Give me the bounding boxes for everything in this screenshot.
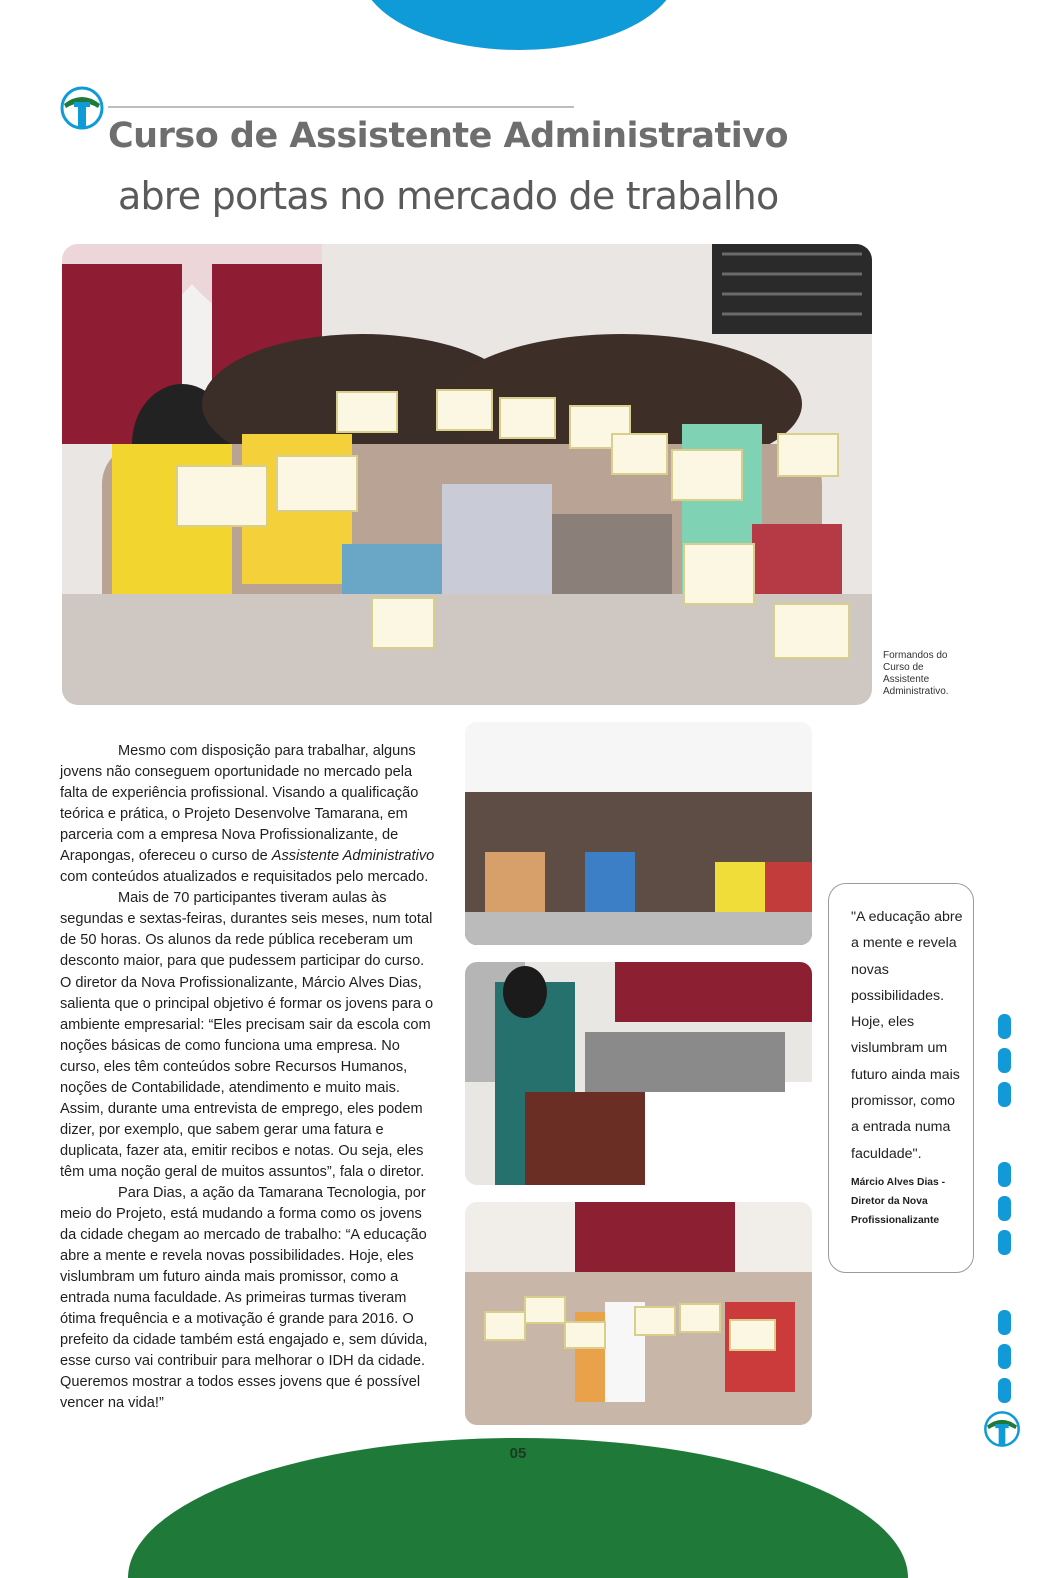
- body-paragraph-1: Mesmo com disposição para trabalhar, alguns jovens não conseguem oportunidade no mercado pela falta de experiência profissional. Visando a qualificação teórica e prática, o Projeto Desenvolve Tamarana, em parceria com a empresa Nova Profissionalizante, de Arapongas, ofereceu o curso de Assistente Administrativo com conteúdos atualizados e requisitados pelo mercado.: [60, 743, 435, 886]
- main-photo-caption: Formandos do Curso de Assistente Administrativo.: [883, 650, 949, 697]
- article-title: Curso de Assistente Administrativo: [108, 116, 789, 156]
- decor-dash: [998, 1196, 1011, 1221]
- classroom-photo: [465, 722, 812, 945]
- quote-author: Márcio Alves Dias - Diretor da Nova Profissionalizante: [851, 1176, 946, 1226]
- pull-quote: [828, 883, 974, 1273]
- decor-dash: [998, 1230, 1011, 1255]
- decor-dash: [998, 1082, 1011, 1107]
- course-name: Assistente Administrativo: [271, 848, 435, 865]
- decor-dash: [998, 1162, 1011, 1187]
- body-paragraph-2: Mais de 70 participantes tiveram aulas às segundas e sextas-feiras, durantes seis meses, num total de 50 horas. Os alunos da rede pública receberam um desconto maior, para que pudessem participar do curso. O diretor da Nova Profissionalizante, Márcio Alves Dias, salienta que o principal objetivo é formar os jovens para o ambiente empresarial: “Eles precisam sair da escola com noções básicas de como funciona uma empresa. No curso, eles têm conteúdos sobre Recursos Humanos, noções de Contabilidade, atendimento e muito mais. Assim, durante uma entrevista de emprego, eles podem dizer, por exemplo, que sabem gerar uma fatura e duplicata, fazer ata, emitir recibos e notas. Ou seja, eles têm uma noção geral de muitos assuntos”, fala o diretor.: [60, 890, 434, 1180]
- article-subtitle: abre portas no mercado de trabalho: [118, 174, 779, 218]
- decor-dash: [998, 1310, 1011, 1335]
- quote-text: "A educação abre a mente e revela novas possibilidades. Hoje, eles vislumbram um futuro ainda mais promissor, como a entrada numa faculdade".: [851, 909, 963, 1162]
- graduates-photo: [465, 1202, 812, 1425]
- speaker-photo: [465, 962, 812, 1185]
- decor-dash: [998, 1344, 1011, 1369]
- page-number: 05: [509, 1445, 527, 1462]
- article-body: [60, 741, 436, 1415]
- decor-dash: [998, 1378, 1011, 1403]
- main-group-photo: [62, 244, 872, 705]
- tamarana-logo-icon: [58, 86, 106, 130]
- decor-dash: [998, 1048, 1011, 1073]
- tamarana-logo-icon: [982, 1410, 1022, 1448]
- body-paragraph-3: Para Dias, a ação da Tamarana Tecnologia, por meio do Projeto, está mudando a forma como os jovens da cidade chegam ao mercado de trabalho: “A educação abre a mente e revela novas possibilidades. Hoje, eles vislumbram um futuro ainda mais promissor, como a entrada numa faculdade. As primeiras turmas tiveram ótima frequência e a motivação é grande para 2016. O prefeito da cidade também está engajado e, sem dúvida, esse curso vai contribuir para melhorar o IDH da cidade. Queremos mostrar a todos esses jovens que é possível vencer na vida!”: [60, 1184, 428, 1412]
- decor-dash: [998, 1014, 1011, 1039]
- top-blue-arc: [360, 0, 678, 50]
- header-rule: [108, 106, 574, 108]
